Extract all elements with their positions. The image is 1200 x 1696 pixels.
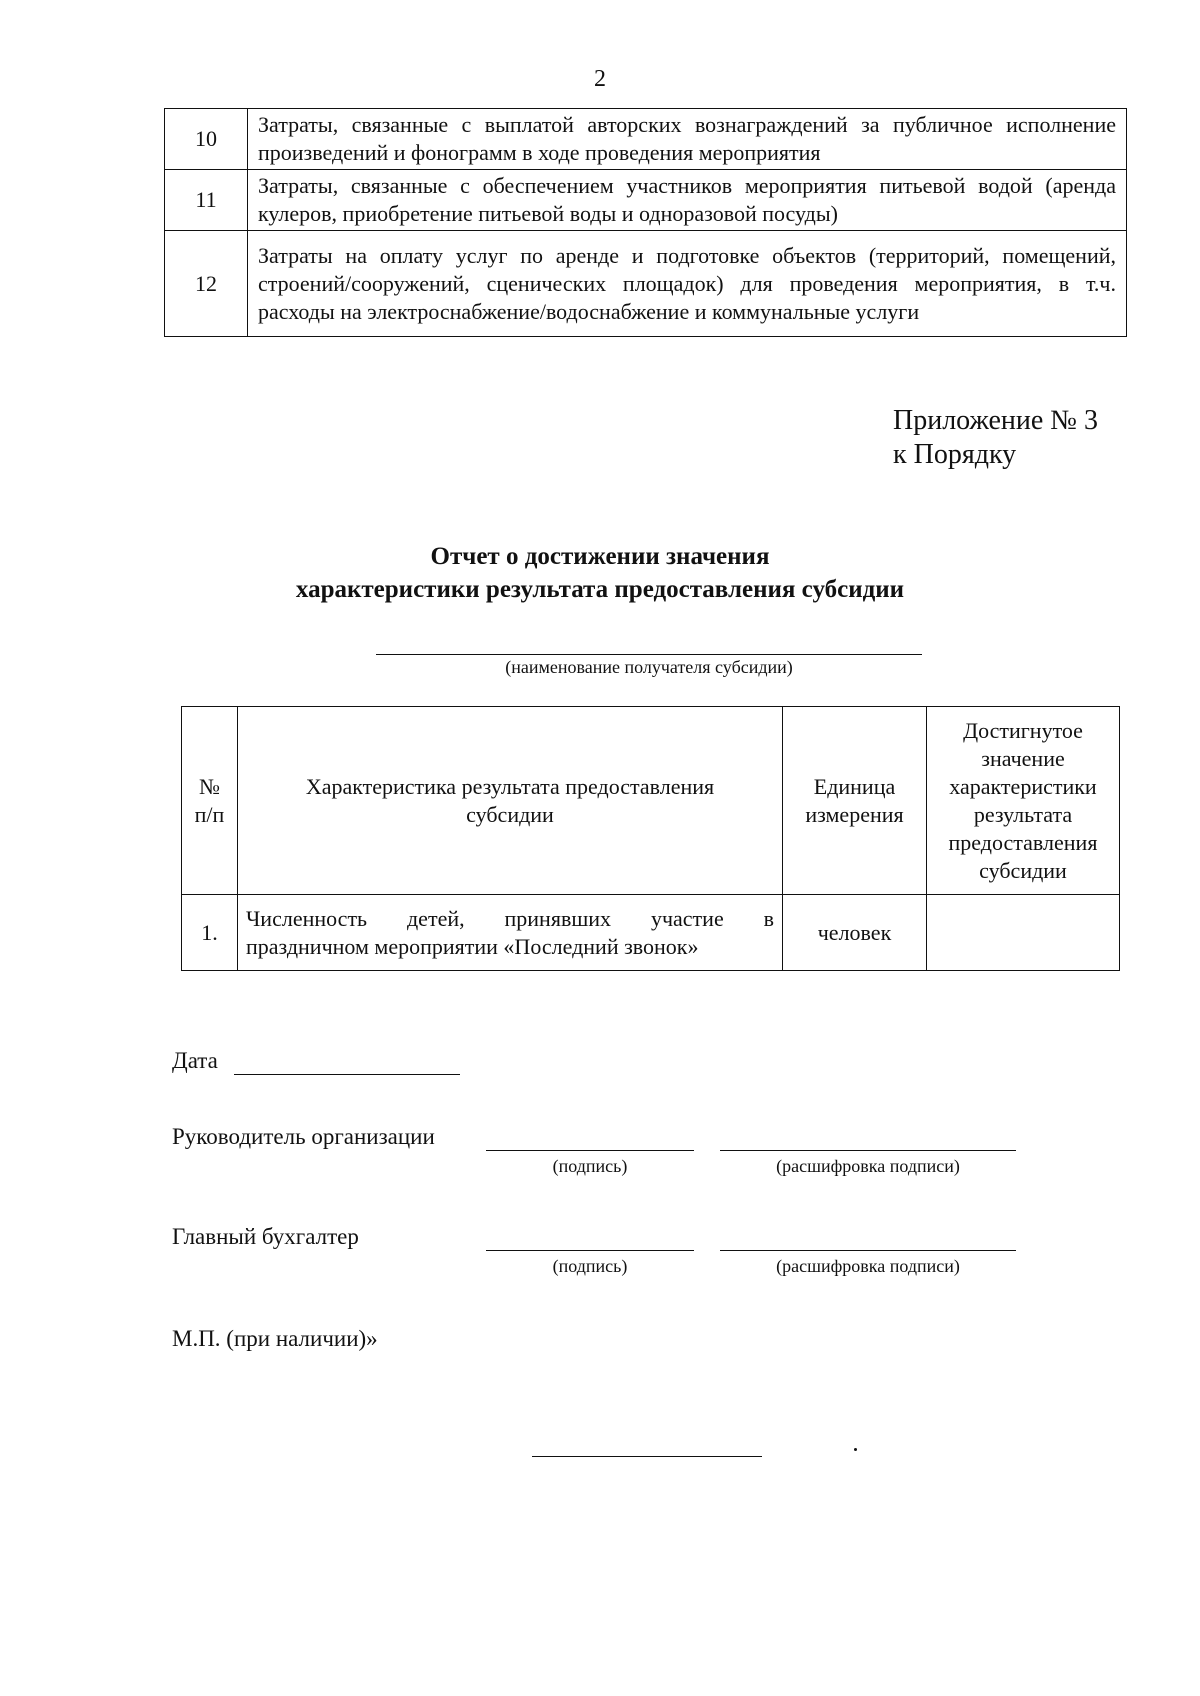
cost-row-text: Затраты на оплату услуг по аренде и подготовке объектов (территорий, помещений, строений/сооружений, сценических площадок) для проведения мероприятия, в т.ч. расходы на электроснабжение/водоснабжение и коммунальные услуги xyxy=(248,231,1127,337)
accountant-label: Главный бухгалтер xyxy=(172,1224,359,1249)
page-number: 2 xyxy=(594,66,606,92)
appendix-number: Приложение № 3 xyxy=(893,405,1098,436)
cost-row-number: 12 xyxy=(165,231,248,337)
dot-mark xyxy=(854,1448,857,1451)
cost-row-text: Затраты, связанные с обеспечением участников мероприятия питьевой водой (аренда кулеров, приобретение питьевой воды и одноразовой посуды) xyxy=(248,170,1127,231)
result-table xyxy=(181,706,1120,971)
cost-table xyxy=(164,108,1127,337)
table-row xyxy=(165,109,1127,170)
head-signature-caption: (подпись) xyxy=(552,1156,628,1176)
row-achieved-value[interactable] xyxy=(927,895,1120,971)
report-title xyxy=(0,540,1200,606)
head-label: Руководитель организации xyxy=(172,1124,435,1149)
stamp-note: М.П. (при наличии)» xyxy=(172,1326,378,1351)
table-row xyxy=(165,231,1127,337)
header-characteristic: Характеристика результата предоставления субсидии xyxy=(238,707,783,895)
appendix-heading xyxy=(893,404,1098,472)
accountant-decode-line[interactable] xyxy=(720,1250,1016,1251)
cost-row-number: 10 xyxy=(165,109,248,170)
cost-row-text: Затраты, связанные с выплатой авторских вознаграждений за публичное исполнение произведений и фонограмм в ходе проведения мероприятия xyxy=(248,109,1127,170)
table-row xyxy=(165,170,1127,231)
recipient-caption: (наименование получателя субсидии) xyxy=(505,657,793,677)
end-divider xyxy=(532,1456,762,1457)
report-title-line-2: характеристики результата предоставления субсидии xyxy=(295,576,905,603)
head-decode-line[interactable] xyxy=(720,1150,1016,1151)
table-row xyxy=(182,895,1120,971)
date-label: Дата xyxy=(172,1048,218,1073)
appendix-reference: к Порядку xyxy=(893,439,1017,470)
header-num: № п/п xyxy=(182,707,238,895)
table-header-row xyxy=(182,707,1120,895)
header-unit: Единица измерения xyxy=(783,707,927,895)
head-decode-caption: (расшифровка подписи) xyxy=(776,1156,960,1176)
row-unit: человек xyxy=(783,895,927,971)
report-title-line-1: Отчет о достижении значения xyxy=(430,543,770,570)
accountant-signature-line[interactable] xyxy=(486,1250,694,1251)
row-num: 1. xyxy=(182,895,238,971)
recipient-name-line xyxy=(376,654,922,655)
accountant-signature-caption: (подпись) xyxy=(552,1256,628,1276)
accountant-decode-caption: (расшифровка подписи) xyxy=(776,1256,960,1276)
row-characteristic: Численность детей, принявших участие в праздничном мероприятии «Последний звонок» xyxy=(238,895,783,971)
cost-row-number: 11 xyxy=(165,170,248,231)
header-achieved: Достигнутое значение характеристики результата предоставления субсидии xyxy=(927,707,1120,895)
date-field-line[interactable] xyxy=(234,1074,460,1075)
head-signature-line[interactable] xyxy=(486,1150,694,1151)
